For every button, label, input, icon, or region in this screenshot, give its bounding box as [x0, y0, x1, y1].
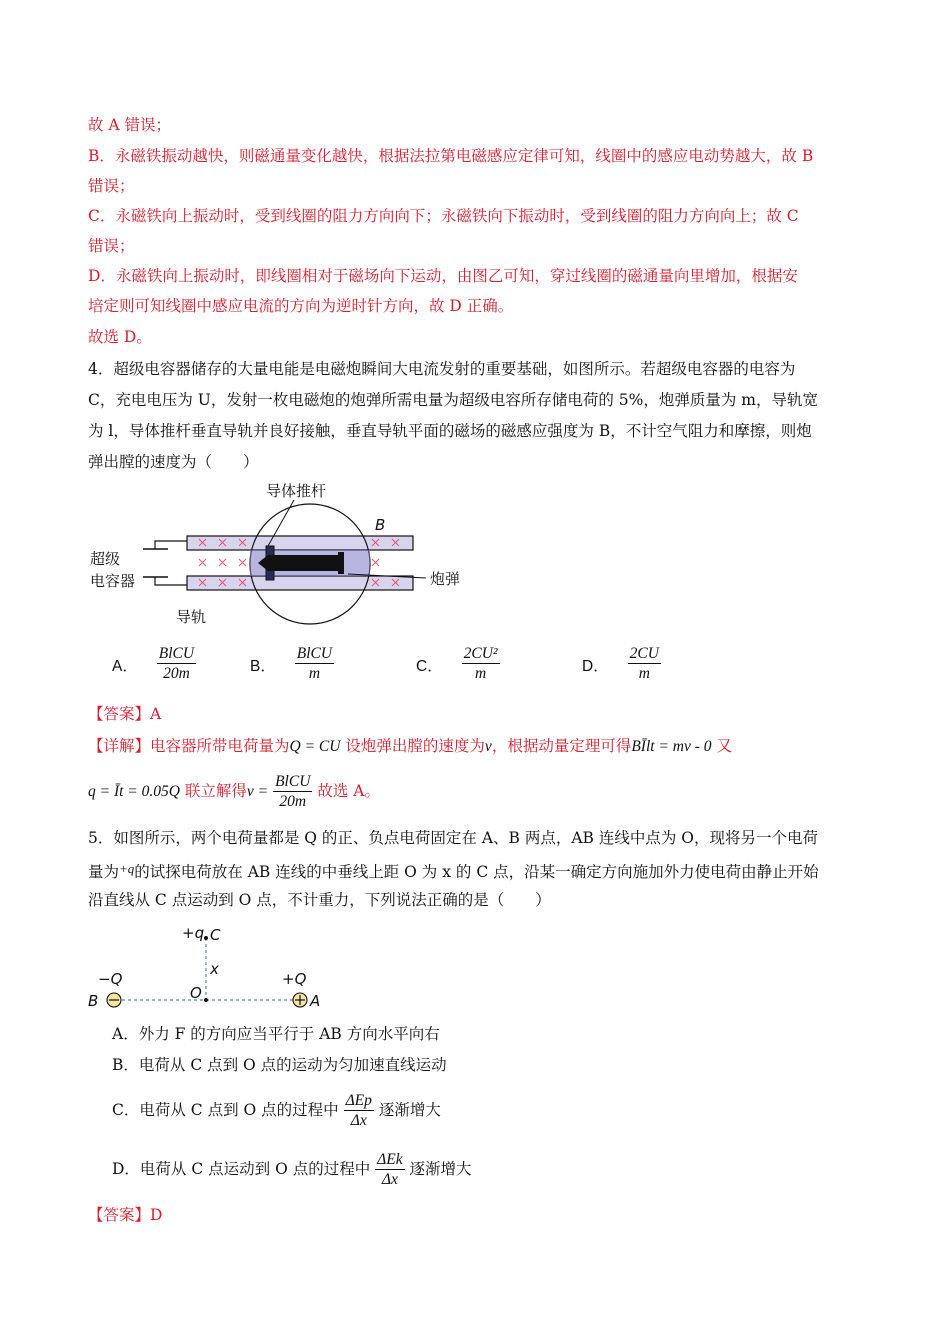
q4-stem-line-2: C，充电电压为 U，发射一枚电磁炮的炮弹所需电量为超级电容所存储电荷的 5%，炮弹质量为 m，导轨宽 [88, 391, 818, 409]
solution-line-3: 错误； [88, 177, 135, 195]
label-pusher-rod: 导体推杆 [266, 482, 327, 500]
label-x: x [210, 960, 219, 978]
q5-option-b[interactable]: B．电荷从 C 点到 O 点的运动为匀加速直线运动 [112, 1056, 447, 1074]
solution-line-4: C．永磁铁向上振动时，受到线圈的阻力方向向下；永磁铁向下振动时，受到线圈的阻力方向向上；故 C [88, 207, 799, 225]
label-rail: 导轨 [176, 608, 207, 626]
solution-line-5: 错误； [88, 237, 135, 255]
q4-stem-line-3: 为 l，导体推杆垂直导轨并良好接触，垂直导轨平面的磁场的磁感应强度为 B，不计空气阻力和摩擦，则炮 [88, 422, 812, 440]
label-point-C: C [210, 926, 221, 944]
label-point-A: A [310, 992, 321, 1010]
q5-stem-line-3: 沿直线从 C 点运动到 O 点，不计重力，下列说法正确的是（ ） [88, 891, 551, 909]
q5-stem-line-2: 量为$^{+q}$的试探电荷放在 AB 连线的中垂线上距 O 为 x 的 C 点，沿某一确定方向施加外力使电荷由静止开始 [88, 861, 819, 881]
q4-answer: 【答案】A [88, 705, 162, 723]
q4-option-d[interactable]: D． $\frac{2CU}{m}$ [582, 645, 659, 682]
label-capacitor-2: 电容器 [90, 572, 136, 590]
q4-option-c[interactable]: C． $\frac{\text{2CU²}}{m}$ [416, 645, 498, 682]
label-point-O: O [190, 984, 202, 1002]
label-pos-Q: +Q [282, 970, 307, 988]
solution-line-2: B．永磁铁振动越快，则磁通量变化越快，根据法拉第电磁感应定律可知，线圈中的感应电动势越大，故 B [88, 147, 814, 165]
q5-option-a[interactable]: A．外力 F 的方向应当平行于 AB 方向水平向右 [112, 1025, 440, 1043]
q5-option-d[interactable]: D．电荷从 C 点运动到 O 点的过程中 $\frac{\text{ΔEk}}{\Delta x}$ 逐渐增大 [112, 1150, 472, 1188]
label-field-B: B [375, 516, 386, 534]
q4-option-b[interactable]: B． $\frac{\text{BlCU}}{m}$ [250, 645, 333, 682]
label-neg-Q: −Q [98, 970, 123, 988]
solution-line-6: D．永磁铁向上振动时，即线圈相对于磁场向下运动，由图乙可知，穿过线圈的磁通量向里增加，根据安 [88, 267, 798, 285]
solution-line-7: 培定则可知线圈中感应电流的方向为逆时针方向，故 D 正确。 [88, 297, 514, 315]
solution-line-1: 故 A 错误； [88, 116, 172, 134]
q4-option-a[interactable]: A． $\frac{\text{BlCU}}{20m}$ [112, 645, 195, 682]
q5-option-c[interactable]: C．电荷从 C 点到 O 点的过程中 $\frac{\text{ΔEp}}{\Delta x}$ 逐渐增大 [112, 1091, 441, 1129]
q4-stem-line-1: 4．超级电容器储存的大量电能是电磁炮瞬间大电流发射的重要基础，如图所示。若超级电容器的电容为 [88, 360, 796, 378]
q4-detail-line-2: q = Īt = 0.05Q 联立解得v = $\frac{\text{BlCU}}{20m}$ 故选 A。 [88, 772, 380, 810]
label-point-B: B [88, 992, 99, 1010]
q4-detail-line-1: 【详解】电容器所带电荷量为Q = CU 设炮弹出膛的速度为v，根据动量定理可得BĪlt = mv - 0 又 [88, 737, 732, 755]
label-test-charge: +q [182, 924, 205, 942]
railgun-figure [80, 478, 480, 638]
q5-answer: 【答案】D [88, 1206, 163, 1224]
charges-figure [84, 918, 344, 1018]
q4-stem-line-4: 弹出膛的速度为（ ） [88, 453, 259, 471]
label-projectile: 炮弹 [430, 570, 461, 588]
label-capacitor-1: 超级 [90, 550, 121, 568]
q5-stem-line-1: 5．如图所示，两个电荷量都是 Q 的正、负点电荷固定在 A、B 两点，AB 连线中点为 O，现将另一个电荷 [88, 829, 819, 847]
solution-line-8: 故选 D。 [88, 328, 152, 346]
